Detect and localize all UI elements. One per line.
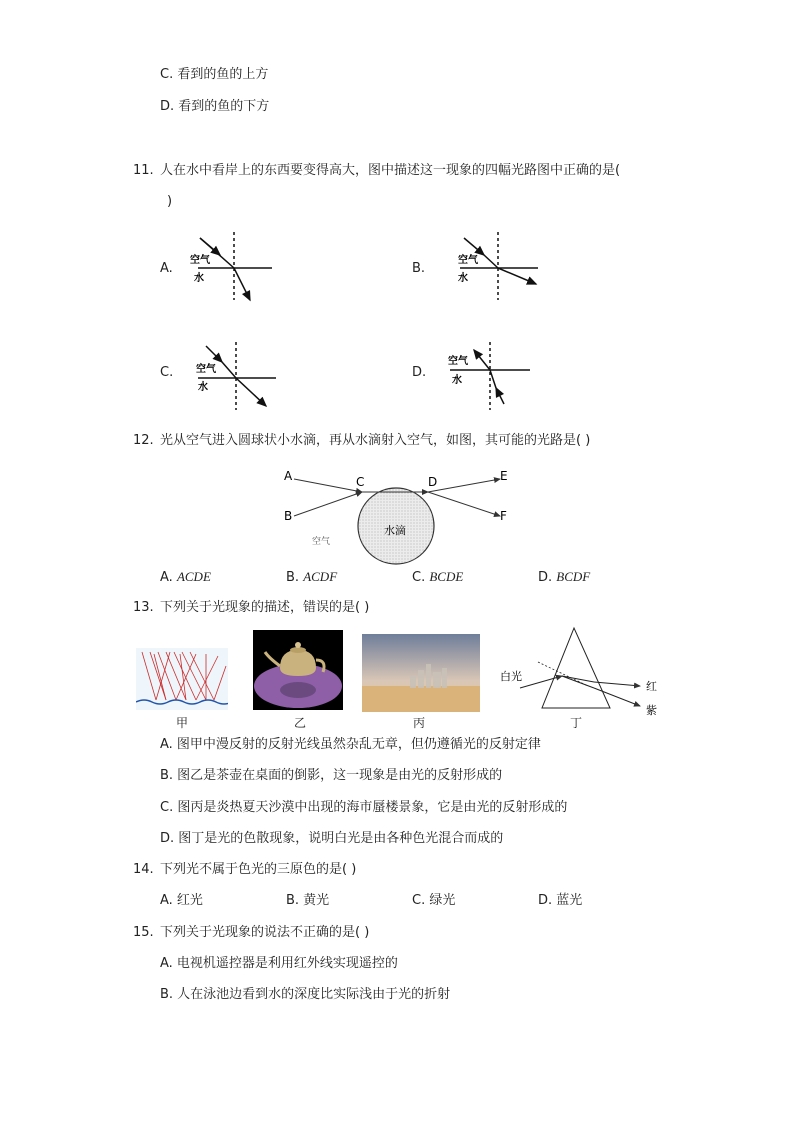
q12-option-a: A. ACDE — [160, 569, 211, 585]
q11-diagram-a — [190, 228, 280, 304]
q12-label-b: B — [284, 509, 293, 523]
q11b-air-label: 空气 — [458, 255, 478, 266]
q12-label-c: C — [356, 475, 365, 489]
q10-option-c: C. 看到的鱼的上方 — [160, 67, 269, 82]
q12-option-c: C. BCDE — [412, 569, 464, 585]
q10-option-d: D. 看到的鱼的下方 — [160, 99, 270, 114]
q14-option-a: A. 红光 — [160, 893, 203, 908]
q15-option-b: B. 人在泳池边看到水的深度比实际浅由于光的折射 — [160, 987, 451, 1002]
q15-number: 15. — [133, 925, 154, 940]
q11c-air-label: 空气 — [196, 364, 216, 375]
q11a-air-label: 空气 — [190, 255, 210, 266]
q11-number: 11. — [133, 163, 154, 178]
q13-number: 13. — [133, 600, 154, 615]
q12-number: 12. — [133, 433, 154, 448]
q12-option-b: B. ACDF — [286, 569, 338, 585]
q12-stem: 光从空气进入圆球状小水滴，再从水滴射入空气，如图，其可能的光路是( ) — [160, 433, 591, 448]
q12-label-e: E — [500, 469, 508, 483]
q12-water-drop-figure — [278, 462, 518, 582]
q11-diagram-d — [444, 340, 534, 412]
q14-option-b: B. 黄光 — [286, 893, 330, 908]
q12-label-a: A — [284, 469, 293, 483]
q11-stem: 人在水中看岸上的东西要变得高大，图中描述这一现象的四幅光路图中正确的是( — [160, 163, 621, 178]
q13-prism-white-label: 白光 — [500, 670, 522, 683]
q14-option-d: D. 蓝光 — [538, 893, 583, 908]
q11-diagram-b — [456, 228, 546, 304]
q14-option-c: C. 绿光 — [412, 893, 456, 908]
q13-option-c: C. 图丙是炎热夏天沙漠中出现的海市蜃楼景象，它是由光的反射形成的 — [160, 800, 568, 815]
q11-label-b: B. — [412, 261, 426, 276]
q13-option-a: A. 图甲中漫反射的反射光线虽然杂乱无章，但仍遵循光的反射定律 — [160, 737, 541, 752]
q13-stem: 下列关于光现象的描述，错误的是( ) — [160, 600, 370, 615]
q11b-water-label: 水 — [458, 273, 468, 284]
q11-stem-close: ) — [167, 194, 173, 209]
q11c-water-label: 水 — [198, 382, 208, 393]
q11-label-a: A. — [160, 261, 173, 276]
q12-option-d: D. BCDF — [538, 569, 591, 585]
q15-option-a: A. 电视机遥控器是利用红外线实现遥控的 — [160, 956, 398, 971]
q13-image-bing-mirage — [362, 634, 480, 712]
q13-caption-bing: 丙 — [413, 716, 426, 730]
q15-stem: 下列关于光现象的说法不正确的是( ) — [160, 925, 370, 940]
q12-label-f: F — [500, 509, 507, 523]
q11-diagram-c — [192, 340, 282, 412]
q11-label-c: C. — [160, 365, 174, 380]
q11d-water-label: 水 — [452, 375, 462, 386]
q13-image-jia-diffuse-reflection — [136, 648, 228, 710]
q12-drop-label: 水滴 — [384, 524, 406, 537]
q11d-air-label: 空气 — [448, 356, 468, 367]
q13-caption-ding: 丁 — [570, 716, 583, 730]
q12-air-label: 空气 — [312, 537, 331, 547]
q11-label-d: D. — [412, 365, 427, 380]
q13-option-b: B. 图乙是茶壶在桌面的倒影，这一现象是由光的反射形成的 — [160, 768, 503, 783]
q13-prism-violet-label: 紫 — [646, 704, 657, 717]
q13-image-yi-teapot — [253, 630, 343, 710]
q14-stem: 下列光不属于色光的三原色的是( ) — [160, 862, 357, 877]
q13-option-d: D. 图丁是光的色散现象，说明白光是由各种色光混合而成的 — [160, 831, 504, 846]
q13-prism-red-label: 红 — [646, 680, 657, 693]
q14-number: 14. — [133, 862, 154, 877]
q11a-water-label: 水 — [194, 273, 204, 284]
q12-label-d: D — [428, 475, 438, 489]
q13-caption-yi: 乙 — [294, 716, 307, 730]
q13-image-ding-prism — [498, 622, 664, 718]
q13-caption-jia: 甲 — [176, 716, 189, 730]
